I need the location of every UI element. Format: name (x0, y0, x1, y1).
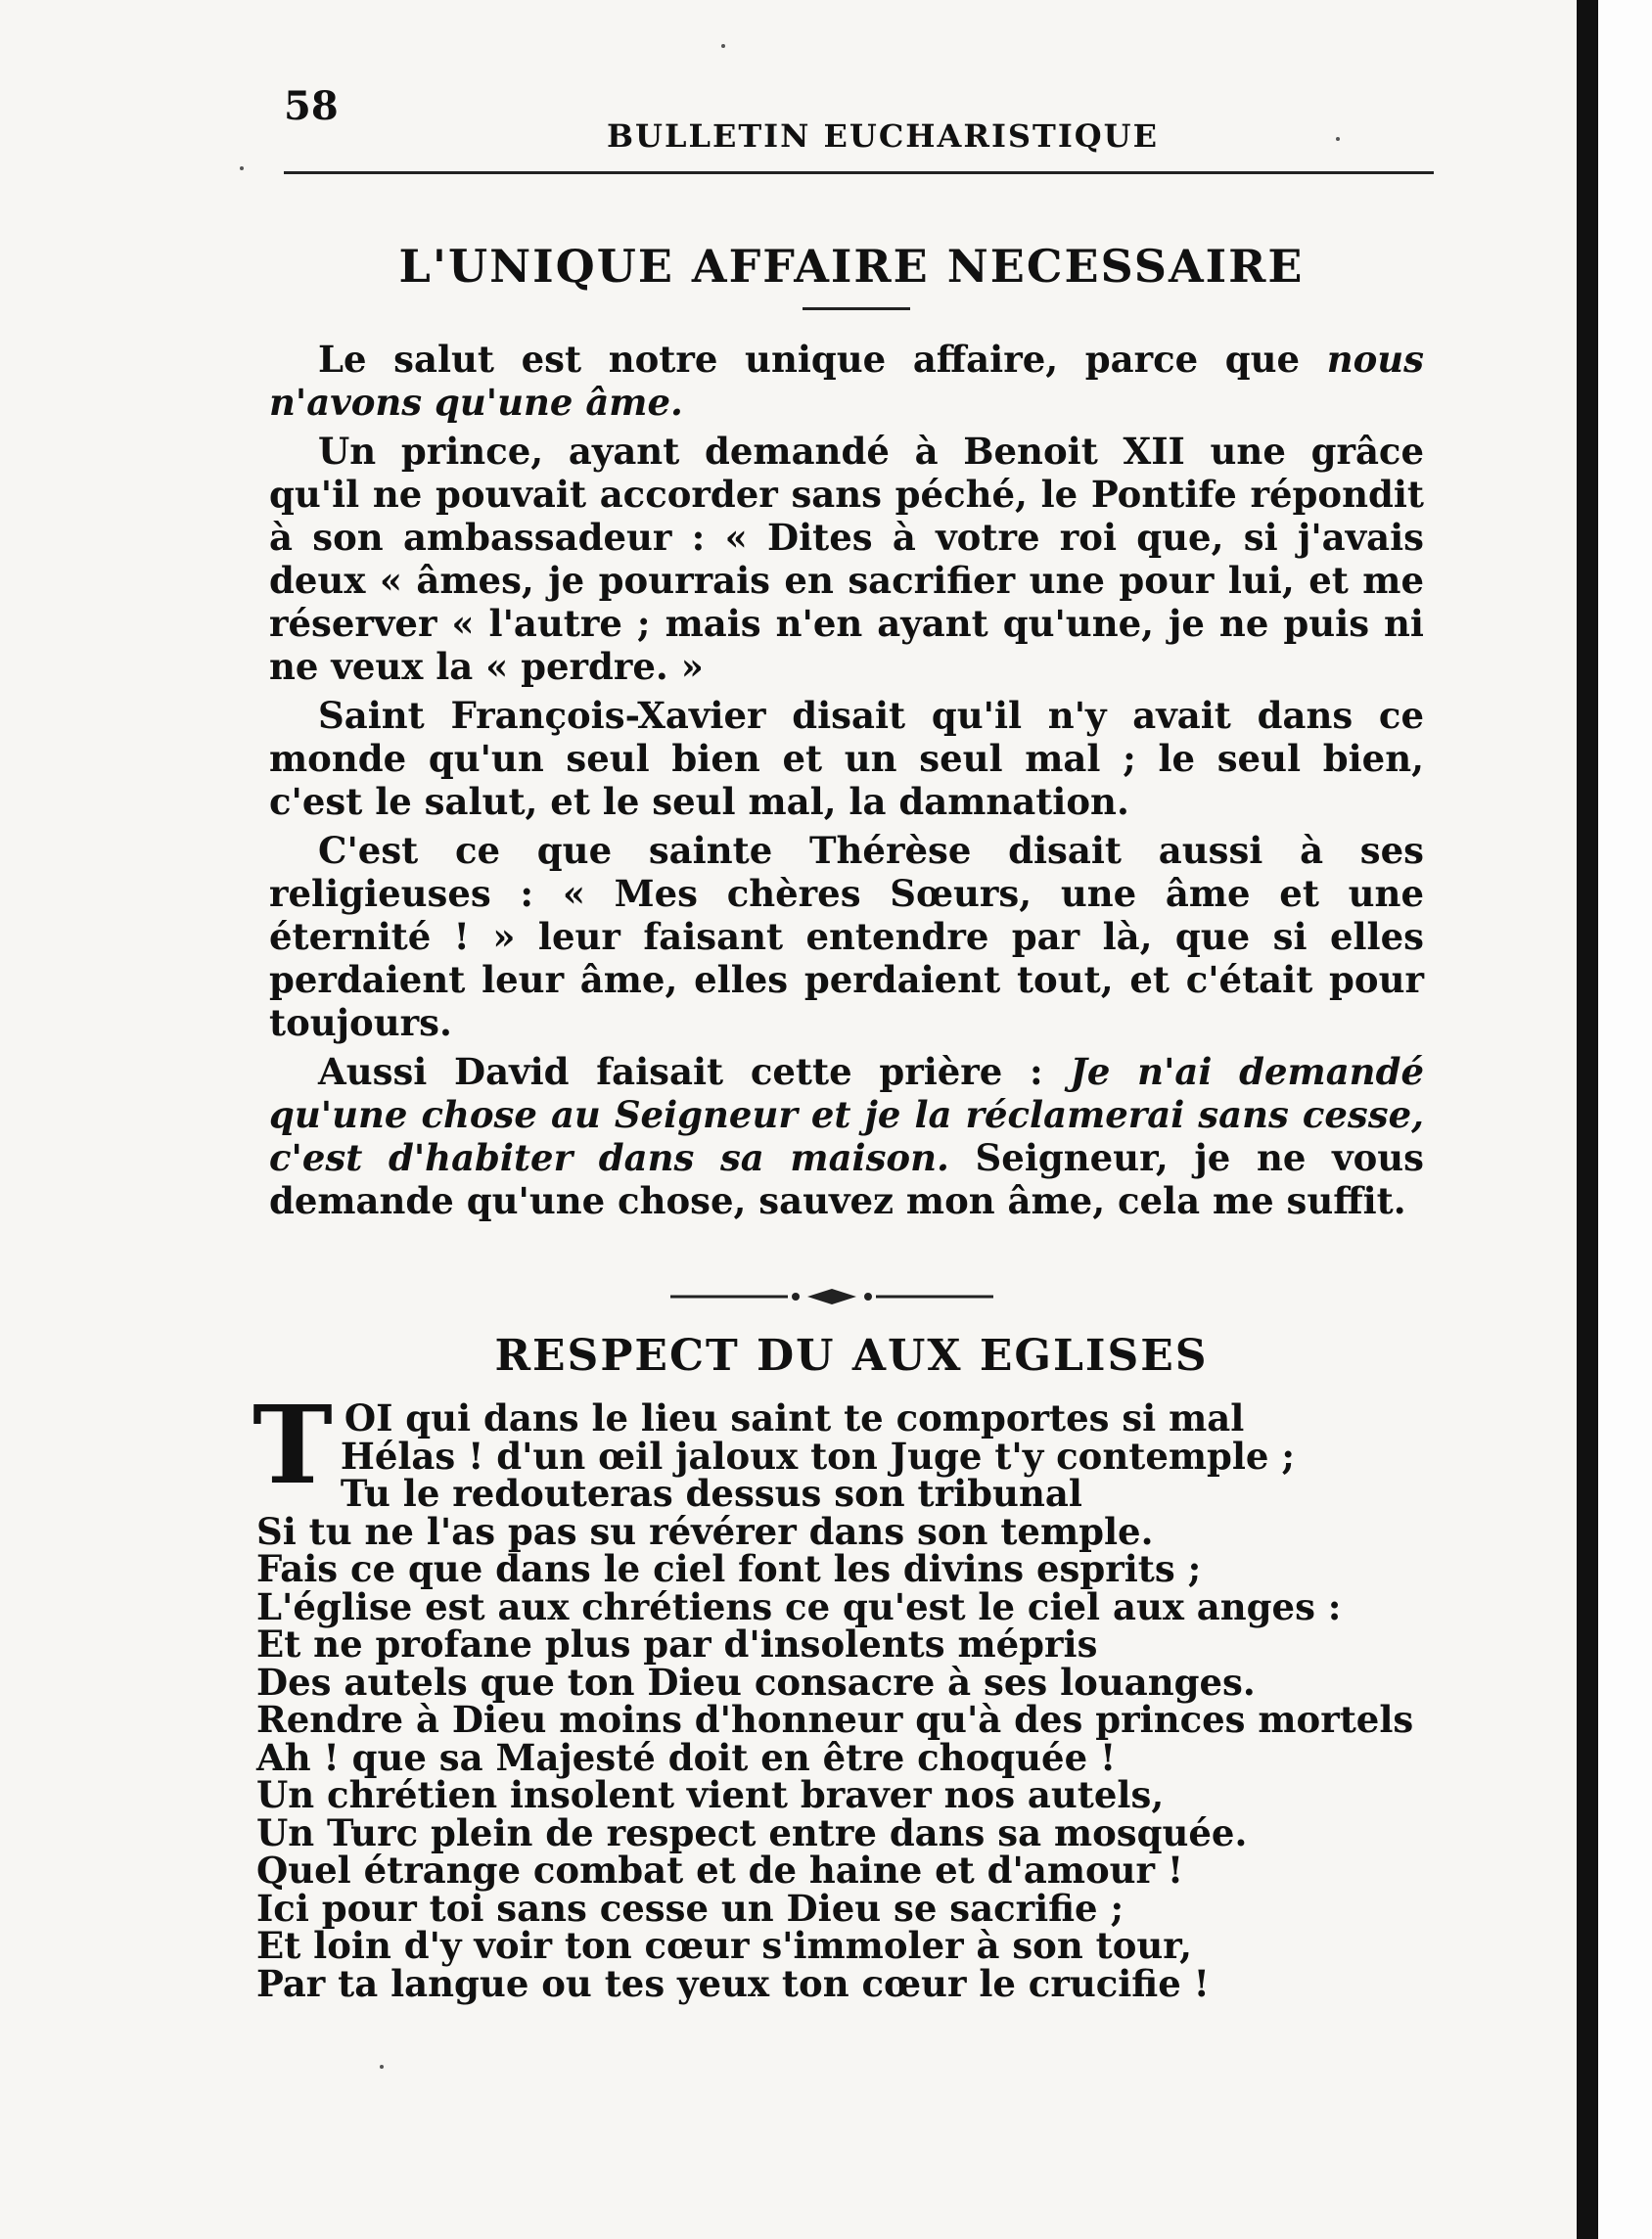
poem-line: Ici pour toi sans cesse un Dieu se sacrifie ; (256, 1886, 1124, 1930)
paragraph-text: Le salut est notre unique affaire, parce que (318, 338, 1327, 381)
poem-line: Hélas ! d'un œil jaloux ton Juge t'y contemple ; (340, 1434, 1296, 1478)
poem-line: Fais ce que dans le ciel font les divins esprits ; (256, 1547, 1202, 1590)
paragraph (269, 1050, 1424, 1222)
poem-line: Si tu ne l'as pas su révérer dans son temple. (256, 1509, 1154, 1553)
poem-line: Et loin d'y voir ton cœur s'immoler à son tour, (256, 1924, 1192, 1967)
poem-line: Rendre à Dieu moins d'honneur qu'à des princes mortels (256, 1698, 1414, 1741)
section-ornament (670, 1282, 993, 1311)
header-rule (284, 171, 1434, 174)
book-spine (1577, 0, 1598, 2239)
poem-line: Des autels que ton Dieu consacre à ses louanges. (256, 1660, 1256, 1704)
paragraph-text: C'est ce que sainte Thérèse disait aussi à ses religieuses : « Mes chères Sœurs, une âme et une éternité ! » leur faisant entendre par là, que si elles perdaient leur âme, elles perdaient tout, et c'était pour toujours. (269, 829, 1424, 1044)
drop-cap: T (252, 1382, 333, 1508)
article2-title: RESPECT DU AUX EGLISES (494, 1331, 1209, 1381)
paragraph-text: Un prince, ayant demandé à Benoit XII une grâce qu'il ne pouvait accorder sans péché, le Pontife répondit à son ambassadeur : « Dites à votre roi que, si j'avais deux « âmes, je pourrais en sacrifier une pour lui, et me réserver « l'autre ; mais n'en ayant qu'une, je ne puis ni ne veux la « perdre. » (269, 430, 1424, 688)
article1-title: L'UNIQUE AFFAIRE NECESSAIRE (398, 240, 1305, 293)
paragraph-italic: Je n'ai demandé qu'une chose au Seigneur et je la réclamerai sans cesse, c'est d'habiter dans sa maison. (269, 1050, 1424, 1179)
print-speck (380, 2065, 384, 2069)
paragraph (269, 338, 1424, 424)
page-number: 58 (284, 83, 339, 129)
paragraph-text-after: Seigneur, je ne vous demande qu'une chose, sauvez mon âme, cela me suffit. (269, 1136, 1424, 1222)
poem (252, 1370, 1431, 2005)
poem-line: Et ne profane plus par d'insolents mépris (256, 1622, 1098, 1666)
print-speck (240, 166, 244, 170)
poem-first-line-text: OI qui dans le lieu saint te comportes si mal (344, 1396, 1245, 1439)
paragraph-italic: nous n'avons qu'une âme. (269, 338, 1424, 424)
poem-line: Par ta langue ou tes yeux ton cœur le crucifie ! (256, 1961, 1210, 2005)
paragraph-text: Saint François-Xavier disait qu'il n'y avait dans ce monde qu'un seul bien et un seul mal ; le seul bien, c'est le salut, et le seul mal, la damnation. (269, 694, 1424, 823)
print-speck (1336, 137, 1340, 141)
print-speck (721, 44, 725, 48)
poem-line: Ah ! que sa Majesté doit en être choquée ! (256, 1735, 1117, 1779)
poem-line: Tu le redouteras dessus son tribunal (340, 1472, 1082, 1515)
poem-line: Quel étrange combat et de haine et d'amour ! (256, 1849, 1184, 1892)
poem-line: Un chrétien insolent vient braver nos autels, (256, 1773, 1165, 1816)
poem-line: L'église est aux chrétiens ce qu'est le ciel aux anges : (256, 1584, 1342, 1628)
paragraph (269, 430, 1424, 688)
paragraph (269, 694, 1424, 823)
running-title: BULLETIN EUCHARISTIQUE (607, 117, 1159, 155)
poem-line: Un Turc plein de respect entre dans sa mosquée. (256, 1810, 1248, 1854)
article1-body (269, 298, 1424, 1228)
page-edge (1598, 0, 1652, 2239)
paragraph-text: Aussi David faisait cette prière : (318, 1050, 1071, 1093)
paragraph (269, 829, 1424, 1044)
